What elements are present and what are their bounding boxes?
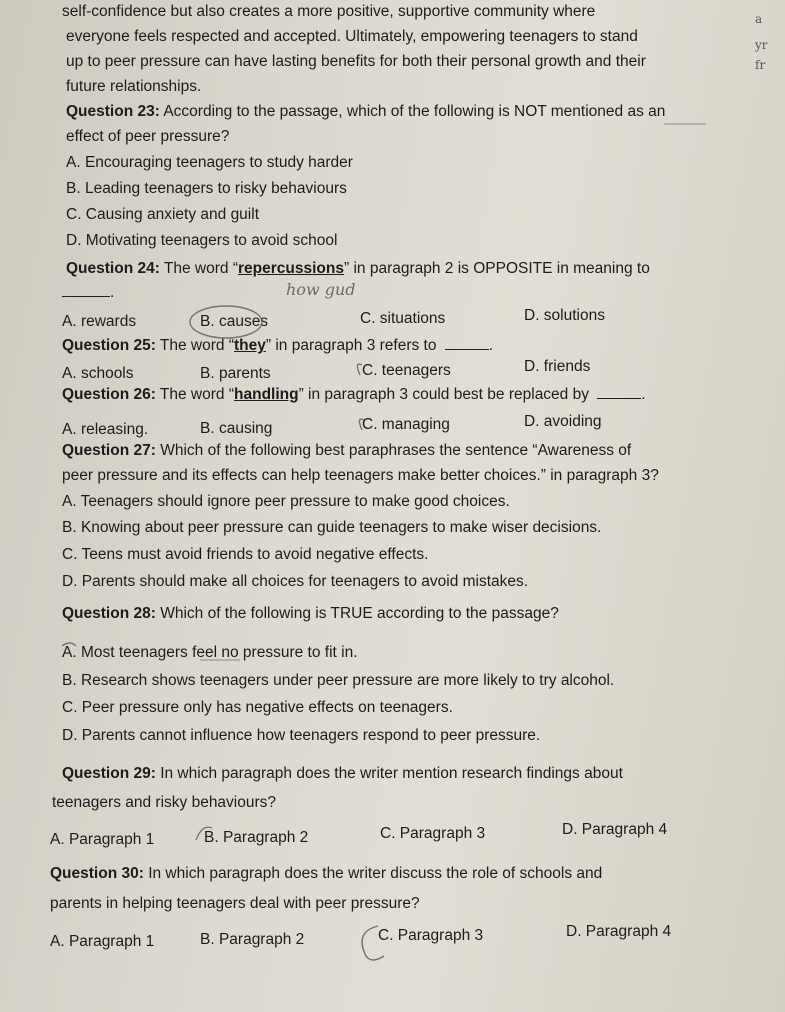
option-d[interactable]: D. Motivating teenagers to avoid school	[66, 232, 338, 249]
option-c[interactable]: C. Peer pressure only has negative effects on teenagers.	[62, 699, 453, 716]
question-text: In which paragraph does the writer discuss the role of schools and	[148, 865, 603, 882]
question-number: Question 24:	[66, 260, 160, 277]
answer-mark-q29	[196, 827, 212, 840]
passage-line: self-confidence but also creates a more positive, supportive community where	[62, 3, 596, 20]
option-d[interactable]: D. solutions	[524, 307, 605, 324]
blank-end: .	[641, 386, 646, 403]
option-a[interactable]: A. releasing.	[62, 421, 149, 438]
option-d[interactable]: D. Parents cannot influence how teenagers respond to peer pressure.	[62, 727, 541, 744]
option-b[interactable]: B. causing	[200, 420, 273, 437]
answer-circle-q30	[362, 926, 384, 960]
option-c[interactable]: C. Paragraph 3	[380, 825, 486, 842]
option-a[interactable]: A. Encouraging teenagers to study harder	[66, 154, 353, 171]
option-c[interactable]: C. managing	[362, 416, 450, 433]
question-text: Which of the following best paraphrases the sentence “Awareness of	[160, 442, 632, 459]
question-29-stem-cont: teenagers and risky behaviours?	[52, 794, 277, 811]
option-a[interactable]: A. Most teenagers feel no pressure to fit in.	[62, 644, 358, 661]
question-text: The word “	[159, 386, 235, 403]
handwritten-note: how gud	[286, 280, 356, 299]
margin-note: fr	[755, 58, 766, 72]
question-number: Question 30:	[50, 865, 144, 882]
blank-end: .	[110, 284, 115, 301]
target-word: they	[234, 337, 266, 354]
option-c[interactable]: C. Causing anxiety and guilt	[66, 206, 260, 223]
option-c[interactable]: C. teenagers	[362, 362, 451, 379]
option-d[interactable]: D. Paragraph 4	[562, 821, 668, 838]
question-text: ” in paragraph 3 could best be replaced by	[298, 386, 589, 403]
passage-line: everyone feels respected and accepted. Ultimately, empowering teenagers to stand	[66, 28, 638, 45]
question-text: The word “	[159, 337, 235, 354]
question-27-stem-cont: peer pressure and its effects can help teenagers make better choices.” in paragraph 3?	[62, 467, 659, 484]
option-b[interactable]: B. Leading teenagers to risky behaviours	[66, 180, 347, 197]
option-d[interactable]: D. friends	[524, 358, 591, 375]
question-text: ” in paragraph 2 is OPPOSITE in meaning to	[343, 260, 650, 277]
question-23-stem-cont: effect of peer pressure?	[66, 128, 230, 145]
question-text: In which paragraph does the writer mention research findings about	[160, 765, 623, 782]
question-number: Question 26:	[62, 386, 156, 403]
question-number: Question 23:	[66, 103, 160, 120]
option-a[interactable]: A. Paragraph 1	[50, 831, 155, 848]
option-b[interactable]: B. Paragraph 2	[204, 829, 309, 846]
option-d[interactable]: D. Paragraph 4	[566, 923, 672, 940]
question-30-stem-cont: parents in helping teenagers deal with peer pressure?	[50, 895, 420, 912]
option-a[interactable]: A. Teenagers should ignore peer pressure to make good choices.	[62, 493, 510, 510]
question-number: Question 27:	[62, 442, 156, 459]
option-c[interactable]: C. Paragraph 3	[378, 927, 484, 944]
option-b[interactable]: B. Research shows teenagers under peer pressure are more likely to try alcohol.	[62, 672, 615, 689]
question-text: ” in paragraph 3 refers to	[265, 337, 437, 354]
option-b[interactable]: B. Paragraph 2	[200, 931, 305, 948]
blank-end: .	[488, 337, 494, 354]
question-text: Which of the following is TRUE according to the passage?	[160, 605, 559, 622]
option-b[interactable]: B. parents	[200, 365, 271, 382]
option-c[interactable]: C. Teens must avoid friends to avoid negative effects.	[62, 546, 429, 563]
target-word: handling	[234, 386, 299, 403]
option-d[interactable]: D. avoiding	[524, 413, 602, 430]
answer-mark-q28	[62, 643, 76, 646]
answer-circle-q24	[190, 306, 262, 338]
option-d[interactable]: D. Parents should make all choices for teenagers to avoid mistakes.	[62, 573, 529, 590]
option-a[interactable]: A. Paragraph 1	[50, 933, 155, 950]
option-a[interactable]: A. schools	[62, 365, 134, 382]
answer-mark-q26	[359, 419, 364, 430]
question-number: Question 28:	[62, 605, 156, 622]
answer-mark-q25	[357, 364, 362, 375]
passage-line: future relationships.	[66, 78, 202, 95]
option-b[interactable]: B. Knowing about peer pressure can guide teenagers to make wiser decisions.	[62, 519, 602, 536]
question-number: Question 25:	[62, 337, 156, 354]
question-number: Question 29:	[62, 765, 156, 782]
margin-note: yr	[755, 38, 768, 52]
target-word: repercussions	[238, 260, 344, 277]
margin-note: a	[755, 12, 763, 26]
question-text: According to the passage, which of the following is NOT mentioned as an	[163, 103, 666, 120]
option-b[interactable]: B. causes	[200, 313, 269, 330]
question-text: The word “	[163, 260, 239, 277]
option-c[interactable]: C. situations	[360, 310, 446, 327]
passage-line: up to peer pressure can have lasting benefits for both their personal growth and their	[66, 53, 646, 70]
option-a[interactable]: A. rewards	[62, 313, 137, 330]
